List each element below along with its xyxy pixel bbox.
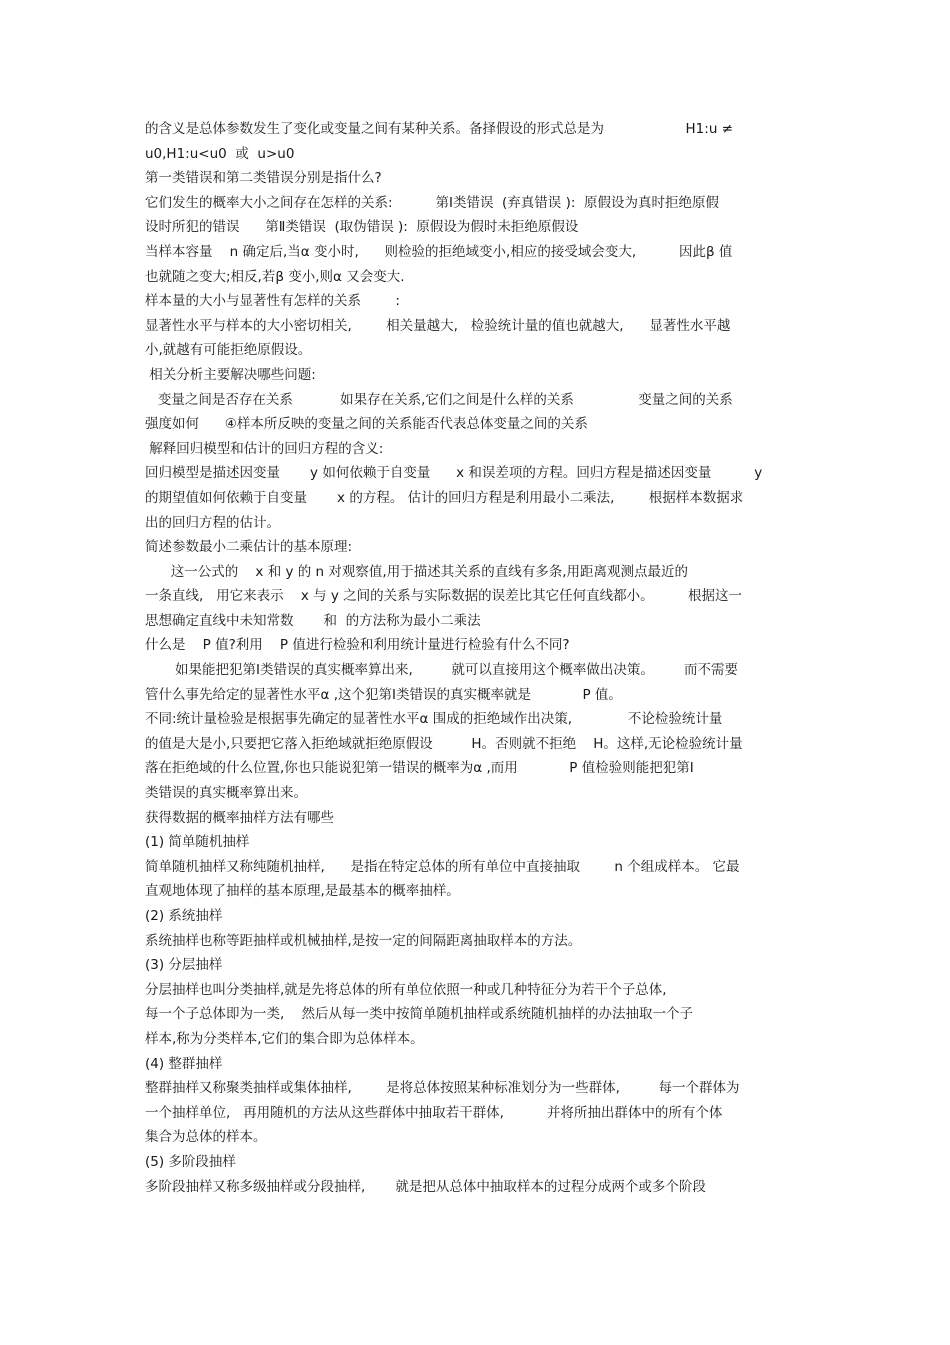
- text-line: 一条直线, 用它来表示 x 与 y 之间的关系与实际数据的误差比其它任何直线都小。 根据这一: [145, 588, 743, 605]
- text-line: 管什么事先给定的显著性水平α ,这个犯第Ⅰ类错误的真实概率就是 P 值。: [145, 686, 622, 703]
- text-line: 显著性水平与样本的大小密切相关, 相关量越大, 检验统计量的值也就越大, 显著性水平越: [145, 317, 731, 334]
- text-line: 系统抽样也称等距抽样或机械抽样,是按一定的间隔距离抽取样本的方法。: [145, 932, 582, 949]
- question-heading: 获得数据的概率抽样方法有哪些: [145, 809, 334, 826]
- text-line: 如果能把犯第Ⅰ类错误的真实概率算出来, 就可以直接用这个概率做出决策。 而不需要: [145, 662, 738, 679]
- text-line: 样本,称为分类样本,它们的集合即为总体样本。: [145, 1030, 424, 1047]
- subsection-heading: (4) 整群抽样: [145, 1055, 223, 1072]
- text-line: 小,就越有可能拒绝原假设。: [145, 342, 312, 359]
- text-line: 变量之间是否存在关系 如果存在关系,它们之间是什么样的关系 变量之间的关系: [145, 391, 733, 408]
- text-line: 不同:统计量检验是根据事先确定的显著性水平α 围成的拒绝域作出决策, 不论检验统计量: [145, 711, 723, 728]
- text-line: 思想确定直线中未知常数 和 的方法称为最小二乘法: [145, 612, 481, 629]
- text-line: 落在拒绝域的什么位置,你也只能说犯第一错误的概率为α ,而用 P 值检验则能把犯第Ⅰ: [145, 760, 694, 777]
- text-line: 类错误的真实概率算出来。: [145, 785, 307, 802]
- text-line: 回归模型是描述因变量 y 如何依赖于自变量 x 和误差项的方程。回归方程是描述因变量 y: [145, 465, 763, 482]
- text-line: 每一个子总体即为一类, 然后从每一类中按简单随机抽样或系统随机抽样的办法抽取一个子: [145, 1006, 693, 1023]
- subsection-heading: (1) 简单随机抽样: [145, 834, 250, 851]
- text-line: 这一公式的 x 和 y 的 n 对观察值,用于描述其关系的直线有多条,用距离观测点最近的: [145, 563, 688, 580]
- text-line: 直观地体现了抽样的基本原理,是最基本的概率抽样。: [145, 883, 460, 900]
- text-line: 的值是大是小,只要把它落入拒绝域就拒绝原假设 H。否则就不拒绝 H。这样,无论检验统计量: [145, 735, 743, 752]
- text-line: 的期望值如何依赖于自变量 x 的方程。 估计的回归方程是利用最小二乘法, 根据样本数据求: [145, 489, 744, 506]
- subsection-heading: (2) 系统抽样: [145, 908, 223, 924]
- document-page: [145, 117, 810, 1199]
- text-line: 简单随机抽样又称纯随机抽样, 是指在特定总体的所有单位中直接抽取 n 个组成样本。 它最: [145, 858, 740, 875]
- text-line: 强度如何 ④样本所反映的变量之间的关系能否代表总体变量之间的关系: [145, 416, 588, 433]
- text-line: 多阶段抽样又称多级抽样或分段抽样, 就是把从总体中抽取样本的过程分成两个或多个阶段: [145, 1178, 706, 1195]
- question-heading: 简述参数最小二乘估计的基本原理:: [145, 539, 353, 556]
- question-heading: 相关分析主要解决哪些问题:: [145, 366, 316, 383]
- subsection-heading: (3) 分层抽样: [145, 957, 223, 974]
- text-line: 出的回归方程的估计。: [145, 514, 280, 531]
- text-line: 当样本容量 n 确定后,当α 变小时, 则检验的拒绝域变小,相应的接受域会变大, 因此β 值: [145, 243, 733, 260]
- text-line: 设时所犯的错误 第Ⅱ类错误 (取伪错误 ): 原假设为假时未拒绝原假设: [145, 219, 579, 236]
- text-line: 整群抽样又称聚类抽样或集体抽样, 是将总体按照某种标准划分为一些群体, 每一个群体为: [145, 1080, 740, 1097]
- text-line: 一个抽样单位, 再用随机的方法从这些群体中抽取若干群体, 并将所抽出群体中的所有个体: [145, 1104, 723, 1121]
- text-line: 分层抽样也叫分类抽样,就是先将总体的所有单位依照一种或几种特征分为若干个子总体,: [145, 981, 667, 998]
- text-line: 集合为总体的样本。: [145, 1129, 267, 1146]
- text-line: 也就随之变大;相反,若β 变小,则α 又会变大.: [145, 268, 405, 285]
- subsection-heading: (5) 多阶段抽样: [145, 1153, 236, 1170]
- question-heading: 第一类错误和第二类错误分别是指什么?: [145, 170, 382, 187]
- text-line: 它们发生的概率大小之间存在怎样的关系: 第Ⅰ类错误 (弃真错误 ): 原假设为真时拒绝原假: [145, 194, 719, 211]
- text-line: 的含义是总体参数发生了变化或变量之间有某种关系。备择假设的形式总是为 H1:u ≠: [145, 121, 733, 137]
- text-line: u0,H1:u<u0 或 u>u0: [145, 145, 295, 162]
- question-heading: 解释回归模型和估计的回归方程的含义:: [145, 440, 384, 457]
- question-heading: 什么是 P 值?利用 P 值进行检验和利用统计量进行检验有什么不同?: [145, 637, 570, 654]
- question-heading: 样本量的大小与显著性有怎样的关系 :: [145, 293, 400, 310]
